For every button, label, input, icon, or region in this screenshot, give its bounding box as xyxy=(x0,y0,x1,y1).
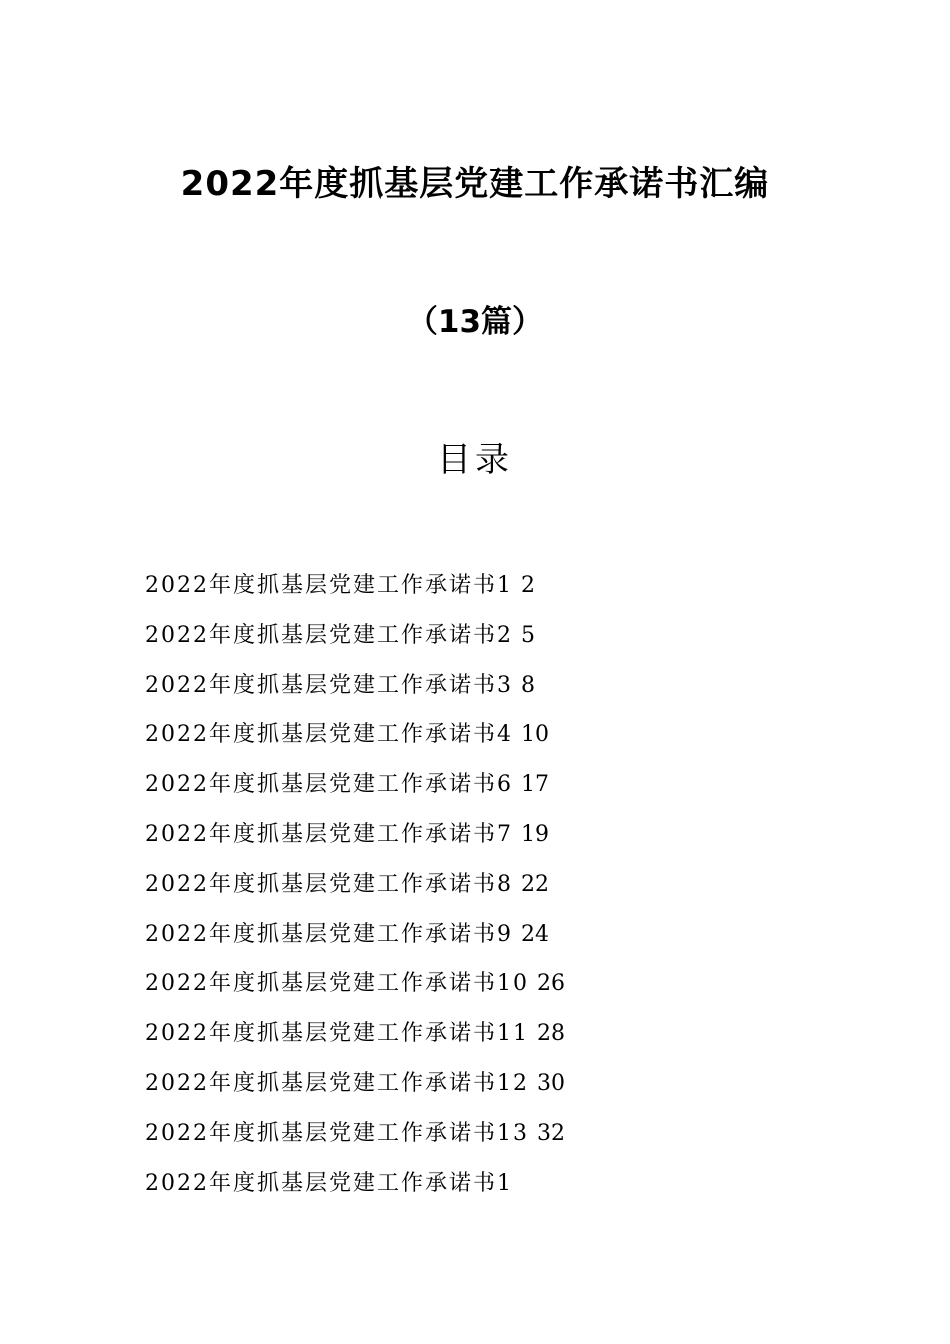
toc-entry-label: 2022年度抓基层党建工作承诺书12 xyxy=(145,1070,529,1096)
document-title: 2022年度抓基层党建工作承诺书汇编 xyxy=(180,164,770,204)
toc-entry[interactable] xyxy=(145,867,845,917)
toc-entry[interactable] xyxy=(145,618,845,668)
toc-entry-page: 17 xyxy=(521,772,549,798)
toc-entry-page: 30 xyxy=(536,1070,565,1096)
toc-entry-page: 19 xyxy=(521,821,549,847)
toc-entry-page: 24 xyxy=(521,921,549,947)
toc-entry[interactable] xyxy=(145,668,845,718)
toc-entry-page: 10 xyxy=(521,722,549,748)
toc-entry-label: 2022年度抓基层党建工作承诺书1 xyxy=(145,573,513,598)
toc-entry-label: 2022年度抓基层党建工作承诺书2 xyxy=(145,622,513,648)
toc-entry[interactable] xyxy=(145,717,845,767)
toc-entry-label: 2022年度抓基层党建工作承诺书7 xyxy=(145,821,513,847)
toc-entry-label: 2022年度抓基层党建工作承诺书3 xyxy=(145,672,513,698)
toc-entry-label: 2022年度抓基层党建工作承诺书6 xyxy=(145,772,513,798)
toc-entry[interactable] xyxy=(145,1166,845,1216)
toc-entry-page: 28 xyxy=(536,1021,565,1047)
toc-entry-label: 2022年度抓基层党建工作承诺书9 xyxy=(145,921,513,947)
toc-entry-page: 5 xyxy=(521,622,535,648)
table-of-contents xyxy=(145,568,845,1215)
toc-entry-page: 2 xyxy=(521,573,535,598)
document-subtitle: （13篇） xyxy=(406,304,544,340)
toc-entry[interactable] xyxy=(145,1066,845,1116)
toc-entry-page: 32 xyxy=(536,1120,565,1146)
toc-entry[interactable] xyxy=(145,966,845,1016)
toc-entry[interactable] xyxy=(145,917,845,967)
toc-entry-page: 22 xyxy=(521,871,549,897)
toc-entry[interactable] xyxy=(145,568,845,618)
toc-entry-label: 2022年度抓基层党建工作承诺书10 xyxy=(145,971,529,997)
toc-entry[interactable] xyxy=(145,767,845,817)
toc-entry-label: 2022年度抓基层党建工作承诺书13 xyxy=(145,1120,529,1146)
toc-entry-page: 8 xyxy=(521,672,535,698)
toc-entry[interactable] xyxy=(145,817,845,867)
toc-entry-label: 2022年度抓基层党建工作承诺书8 xyxy=(145,871,513,897)
toc-entry-label: 2022年度抓基层党建工作承诺书11 xyxy=(145,1021,529,1047)
toc-entry[interactable] xyxy=(145,1116,845,1166)
toc-entry-page: 26 xyxy=(536,971,565,997)
toc-entry-label: 2022年度抓基层党建工作承诺书1 xyxy=(145,1170,513,1196)
toc-heading: 目录 xyxy=(437,440,513,480)
toc-entry[interactable] xyxy=(145,1016,845,1066)
toc-entry-label: 2022年度抓基层党建工作承诺书4 xyxy=(145,722,513,748)
